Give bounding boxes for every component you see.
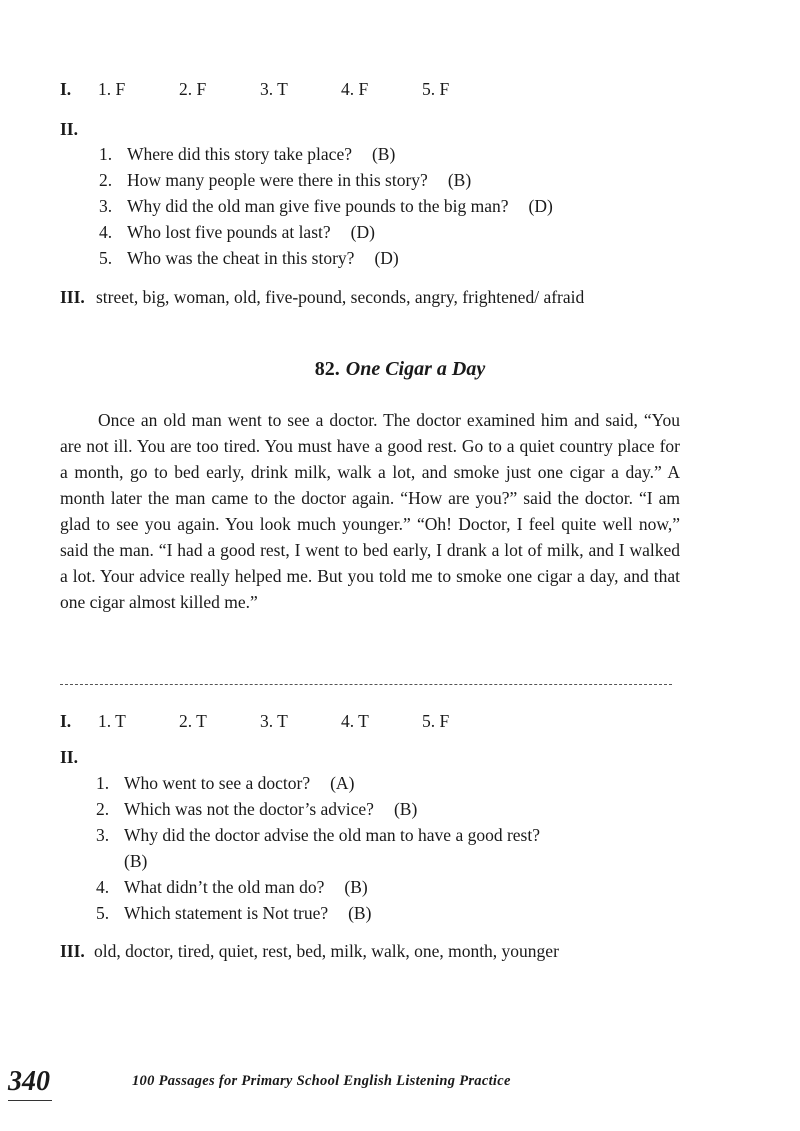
question-row: 4. Who lost five pounds at last? (D)	[99, 222, 375, 242]
question-row: 1. Where did this story take place? (B)	[99, 144, 396, 164]
tf-answer: 2. T	[179, 711, 207, 731]
question-row: 1. Who went to see a doctor? (A)	[96, 773, 355, 793]
tf-answer: 5. F	[422, 711, 450, 731]
question-row: 3. Why did the doctor advise the old man to have a good rest? (B)	[96, 825, 540, 871]
question-row: 5. Which statement is Not true? (B)	[96, 903, 372, 923]
lesson-title-text: One Cigar a Day	[345, 358, 486, 380]
page-number-underline	[8, 1100, 52, 1101]
prev-section-3: III. street, big, woman, old, five-pound, seconds, angry, frightened/ afraid	[60, 287, 585, 307]
lesson-number: 82.	[314, 358, 340, 380]
tf-answer: 3. T	[260, 711, 288, 731]
question-row: 2. How many people were there in this story? (B)	[99, 170, 472, 190]
word-list: street, big, woman, old, five-pound, seconds, angry, frightened/ afraid	[96, 287, 585, 307]
dashed-divider	[60, 684, 672, 685]
section-numeral: I.	[60, 711, 72, 731]
tf-answer: 1. F	[98, 79, 126, 99]
prev-section-2-heading: II.	[60, 119, 78, 139]
tf-answer: 4. F	[341, 79, 369, 99]
tf-answer: 2. F	[179, 79, 207, 99]
tf-answer: 1. T	[98, 711, 126, 731]
answer-section-2-heading: II.	[60, 747, 78, 767]
answer-section-3: III. old, doctor, tired, quiet, rest, bed, milk, walk, one, month, younger	[60, 941, 559, 961]
running-footer-title: 100 Passages for Primary School English Listening Practice	[132, 1073, 511, 1089]
answer-section-1	[60, 708, 503, 734]
tf-answer: 5. F	[422, 79, 450, 99]
question-row: 4. What didn’t the old man do? (B)	[96, 877, 368, 897]
lesson-title	[0, 358, 800, 381]
question-row: 2. Which was not the doctor’s advice? (B)	[96, 799, 418, 819]
prev-section-1	[60, 76, 503, 102]
question-row: 3. Why did the old man give five pounds to the big man? (D)	[99, 196, 553, 216]
word-list: old, doctor, tired, quiet, rest, bed, milk, walk, one, month, younger	[94, 941, 559, 961]
question-row: 5. Who was the cheat in this story? (D)	[99, 248, 399, 268]
page-number: 340	[8, 1066, 50, 1097]
tf-answer: 4. T	[341, 711, 369, 731]
story-passage: Once an old man went to see a doctor. The doctor examined him and said, “You are not ill. You are too tired. You must have a good rest. Go to a quiet country place for a month, go to bed early, drink milk, walk a lot, and smoke just one cigar a day.” A month later the man came to the doctor again. “How are you?” said the doctor. “I am glad to see you again. You look much younger.” “Oh! Doctor, I feel quite well now,” said the man. “I had a good rest, I went to bed early, I drank a lot of milk, and I walked a lot. Your advice really helped me. But you told me to smoke one cigar a day, and that one cigar almost killed me.”	[60, 410, 680, 612]
section-numeral: I.	[60, 79, 72, 99]
tf-answer: 3. T	[260, 79, 288, 99]
